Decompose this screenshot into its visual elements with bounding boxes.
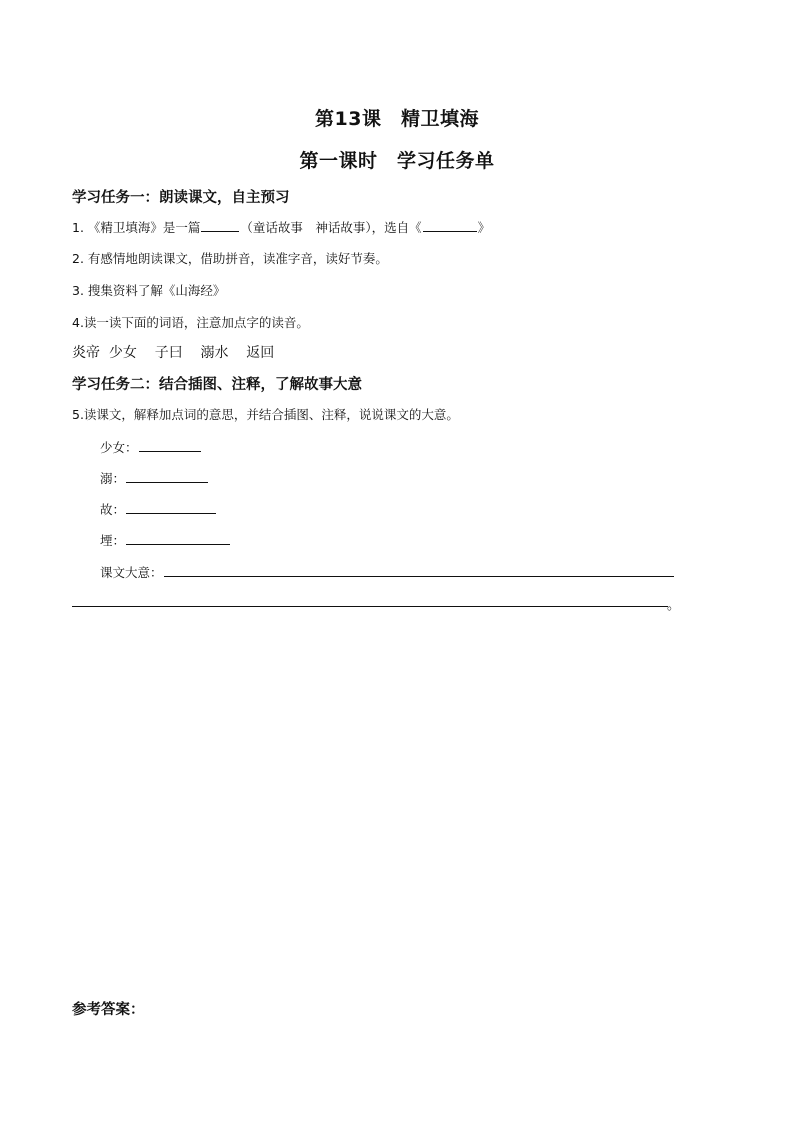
item-gu-blank[interactable] [126,500,216,514]
question-3: 3. 搜集资料了解《山海经》 [72,283,226,298]
vocabulary-words: 炎帝 少女 子曰 溺水 返回 [72,345,275,361]
item-ni-blank[interactable] [126,469,208,483]
lesson-title: 第13课 精卫填海 [315,108,479,130]
summary-blank-2[interactable] [72,606,668,607]
item-gu [100,500,217,518]
item-shaonv-label: 少女： [100,440,138,455]
question-1 [72,218,490,236]
item-shaonv-blank[interactable] [139,438,201,452]
question-5: 5.读课文，解释加点词的意思，并结合插图、注释，说说课文的大意。 [72,407,459,422]
summary-end-mark: 。 [667,598,681,613]
item-summary [100,563,675,581]
lesson-subtitle: 第一课时 学习任务单 [299,150,495,172]
question-1-text-b: （童话故事 神话故事），选自《 [240,220,422,235]
item-summary-label: 课文大意： [100,565,163,580]
task1-heading: 学习任务一：朗读课文，自主预习 [72,190,290,206]
item-yin-blank[interactable] [126,531,230,545]
item-ni-label: 溺： [100,471,126,486]
item-gu-label: 故： [100,502,126,517]
item-shaonv [100,438,202,456]
question-1-text-a: 1. 《精卫填海》是一篇 [72,220,201,235]
question-4: 4.读一读下面的词语，注意加点字的读音。 [72,315,309,330]
answer-label: 参考答案： [72,1002,145,1018]
question-2: 2. 有感情地朗读课文，借助拼音，读准字音，读好节奏。 [72,251,388,266]
item-yin [100,531,231,549]
question-1-blank-source[interactable] [423,218,477,232]
summary-blank-1[interactable] [164,563,674,577]
question-1-blank-type[interactable] [201,218,239,232]
task2-heading: 学习任务二：结合插图、注释，了解故事大意 [72,377,362,393]
item-yin-label: 堙： [100,533,126,548]
question-1-text-c: 》 [477,220,491,235]
item-ni [100,469,209,487]
